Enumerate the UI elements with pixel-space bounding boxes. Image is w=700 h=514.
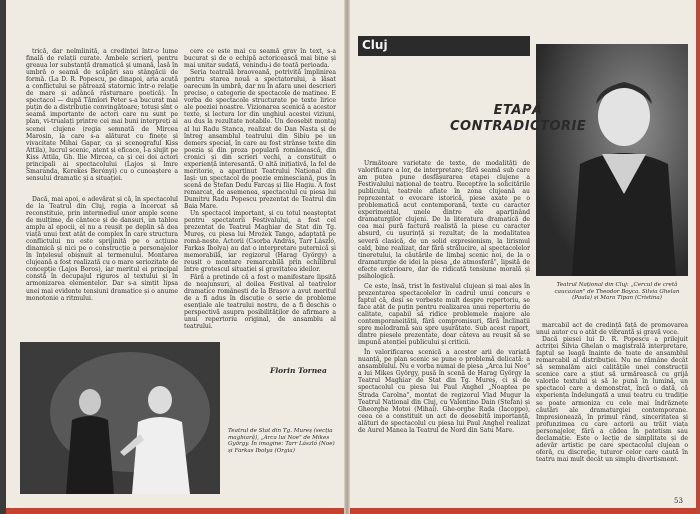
paragraph: cere ce este mai cu seamă grav în text, s-a bucurat și de o echipă actoricească mai bine și mai unitar sudată, venindu-i de toată perioada.: [184, 48, 336, 70]
paragraph: Dacă, mai apoi, e adevărat și că, în spectacolul de la Teatrul din Cluj, regia a încercat să reconstituie, prin intermediul unor ample scene de mulțime, de cântece și de dansuri, un tablou amplu al epocii, el nu a reușit pe deplin să dea viață unui text atât de complex în care structura conflictului nu este sprijinită pe o acțiune dinamică și nici pe o construcție a personajelor în înțelesul obișnuit al termenului. Montarea clujeană a fost realizată cu o mare seriozitate de concepție (Lajos Boros), iar meritul ei principal constă în decupajul riguros al textului și în armonizarea elementelor. Dar s-a simțit lipsa unei mai evidente tensiuni dramatice și o anume monotonie a ritmului.: [26, 195, 178, 302]
paragraph: Un spectacol important, și cu totul neașteptat pentru spectatorii Festivalului, a fost cel prezentat de Teatrul Maghiar de Stat din Tg. Mureș, cu piesa lui Mrożek Tango, adaptată pe româ-nește. Actorii (Csorba András, Tarr László, Farkas Ibolya) au dat o interpretare puternică și memorabilă, iar regizorul (Harag György) a reușit o montare remarcabilă prin echilibrul între grotescul situației și gravitatea ideilor.: [184, 210, 336, 274]
left-page-column-1: [26, 48, 178, 344]
stage-scene-illustration: [20, 342, 220, 494]
right-page-photo: [536, 44, 688, 276]
paragraph: trică, dar neîmlinită, a credinței într-o lume finală de relații curate. Ambele scrieri, pentru greaua lor substanță dramatică și umană, lasă în umbră o seamă de scăpări sau stângăcii de formă. (La D. R. Popescu, pe dinapoi, aria acută a conflictului se pătrează statornic într-o relație de mare și adâncă răsturnare poetică). În spectacol — după Tămîori Peter s-a bucurat mai puțin de a distribuție convingătoare; totuși sînt o seamă importante de actori care nu sunt pe plan, vi-trualați printre cei mai buni interpreți ai scenei clujene (regia semnată de Mircea Marosin, la care s-a alăturat cu finețe și vivacitate Mihai Gapar, ca și scenograful Kiss Attila), lucrul scenic, atent și eficace, l-a slujit pe Kiss Attila, Gh. Ilie Mircea, ca și cei doi actori principali ai spectacolului (Lajos și Imre Smaranda, Kerekes Berényi) cu o cunoaștere a sensului dramatic și a situației.: [26, 48, 178, 182]
section-label: Cluj: [362, 38, 388, 52]
paragraph: Ce este, însă, trist în festivalul clujean și mai ales în prezentarea spectacolelor în cadrul unui concurs e faptul că, deși se vorbește mult despre repertoriu, se face atât de puțin pentru realizarea unui repertoriu de calitate, capabil să ridice problemele majore ale contemporaneității, fără compromisuri, fără înclinații spre melodramă sau spre ușurătate. Sub acest raport, dintre piesele prezentate, doar câteva au reușit să se impună atenției publicului și criticii.: [358, 282, 530, 347]
paragraph: marcabil act de credință față de promovarea unui autor cu o atât de vibrantă și gravă voce.: [536, 322, 688, 337]
right-page-column-2: [536, 322, 688, 494]
book-spine: [344, 0, 350, 514]
paragraph: Seria teatrală braoveană, potrivită împlinirea pentru starea nouă a spectatorului, a lăsat oarecum în umbră, dar nu în afara unei descrieri precise, o categorie de spectacole de matinee. E vorba de spectacole structurate pe texte lirice ale poeziei noastre. Vizionarea scenică a acestor texte, și lectura lor din unghiul acestei viziuni, au dus la rezultate notabile. Un deosebit montaj al lui Radu Stanca, realizat de Dan Nasta și de întreg ansamblul teatrului din Sibiu pe un demers special, în care au fost strânse texte din poezia și din proza populară românească, din cronici și din scrieri vechi, a constituit o experiență interesantă. O altă inițiativă, la fel de meritorie, a aparținut Teatrului Național din Iași: un spectacol de poezie eminesciană, pus în scenă de Ștefan Dedu Farcaș și Ilie Hagiu. A fost remarcat, de asemenea, spectacolul cu piesa lui Dumitru Radu Popescu prezentat de Teatrul din Baia Mare.: [184, 69, 336, 211]
right-page-column-1: [358, 160, 530, 496]
book-edge-left: [0, 0, 6, 514]
actress-portrait-illustration: [536, 44, 688, 276]
book-edge-right: [696, 0, 700, 514]
left-page-caption: Teatrul de Stat din Tg. Mureș (secția maghiară), „Arca lui Noe" de Mikes György. În imagine: Tarr László (Noe) și Farkas Ibolya (Orgia): [228, 428, 335, 455]
paragraph: Dacă piesei lui D. R. Popescu a prilejuit actriței Silvia Ghelan o magistrală interpretare, faptul se leagă înainte de toate de ansamblul remarcabil al distribuției. Nu ne rămâne decât să semnalăm aici calitățile unei construcții scenice care a știut să urmărească cu grijă valorile textului și să le pună în lumină, un spectacol care a demonstrat, încă o dată, că experiența îndelungată a unui teatru cu tradiție se poate armoniza cu cele mai îndrăznețe căutări ale dramaturgiei contemporane. Impresionează, în primul rând, sinceritatea și profunzimea cu care actorii au trăit viața personajelor, fără a cădea în patetism sau declamație. Este o lecție de simplitate și de adevăr artistic pe care spectacolul clujean o oferă, cu discreție, tuturor celor care caută în teatru mai mult decât un simplu divertisment.: [536, 336, 688, 463]
left-page-column-2: [184, 48, 336, 356]
page-number: 53: [674, 497, 683, 505]
headline-line-1: ETAPĂ: [493, 103, 543, 118]
right-page-caption: Teatrul Național din Cluj: „Cercul de cretă caucazian" de Theodor Boyca. Silvia Ghelan (Paula) și Mara Tipan (Cristina): [554, 282, 680, 302]
author-signature: Florin Tornea: [270, 366, 327, 375]
paragraph: Următoare varietate de texte, de modalități de valorificare a lor, de interpretare; fără seamă sub care am putea pune desfășurarea etapei clujene a Festivalului național de teatru. Receptive la solicitările publicului, teatrele afiate în zona clujeană au reprezentat o evocare istorică, piese axate pe o problematică acut contemporană, texte cu caracter experimental, unele dintre ele aparținând dramaturgilor clujeni. De la literatura dramatică de cea mai pură factură realistă la piese cu caracter absurd, cu ușurință și rezultat; de la modalitatea severă clasică, de un solid expresionism, la lirismul cald, bine realizat, dar fără strălucire, al spectacolelor tineretului, la căutările de limbaj scenic noi, de la o dramaturgie de idei la piesa „de atmosferă", lipsită de efecte exterioare, dar de ridicată tensiune morală și psihologică.: [358, 160, 530, 280]
left-page-photo: [20, 342, 220, 494]
book-edge-bottom: [6, 508, 700, 514]
paragraph: Fără a pretinde că a fost o manifestare lipsită de neajunsuri, al doilea Festival al teatrelor dramatice românești de la Brașov a avut meritul de a fi adus în discuție o serie de probleme esențiale ale teatrului nostru, de a fi deschis o perspectivă asupra posibilităților de afirmare a unui repertoriu original, de ansamblu al teatrului.: [184, 273, 336, 330]
headline-line-2: CONTRADICTORIE: [450, 119, 587, 134]
article-headline: [450, 103, 586, 135]
paragraph: În valorificarea scenică a acestor arii de variată nuanță, pe plan scenic se pune o problemă delicată: a ansamblului. Nu e vorba numai de piesa „Arca lui Noe" a lui Mikes György, pusă în scenă de Harag György la Teatrul Maghiar de Stat din Tg. Mureș, ci și de spectacolul cu piesa lui Paul Anghel „Noaptea pe Strada Carolna", montat de regizorul Vlad Mugur la Teatrul Național din Cluj, cu Valentino Dain (Ștefan) și Gheorghe Motoi (Mihai). Ghe-orghe Rada (Iacoppo), ceea ce a constituit un act de deosebită importanță, alături de spectacolul cu piesa lui Paul Anghel realizat de Aurel Manea la Teatrul de Nord din Satu Mare.: [358, 349, 530, 434]
